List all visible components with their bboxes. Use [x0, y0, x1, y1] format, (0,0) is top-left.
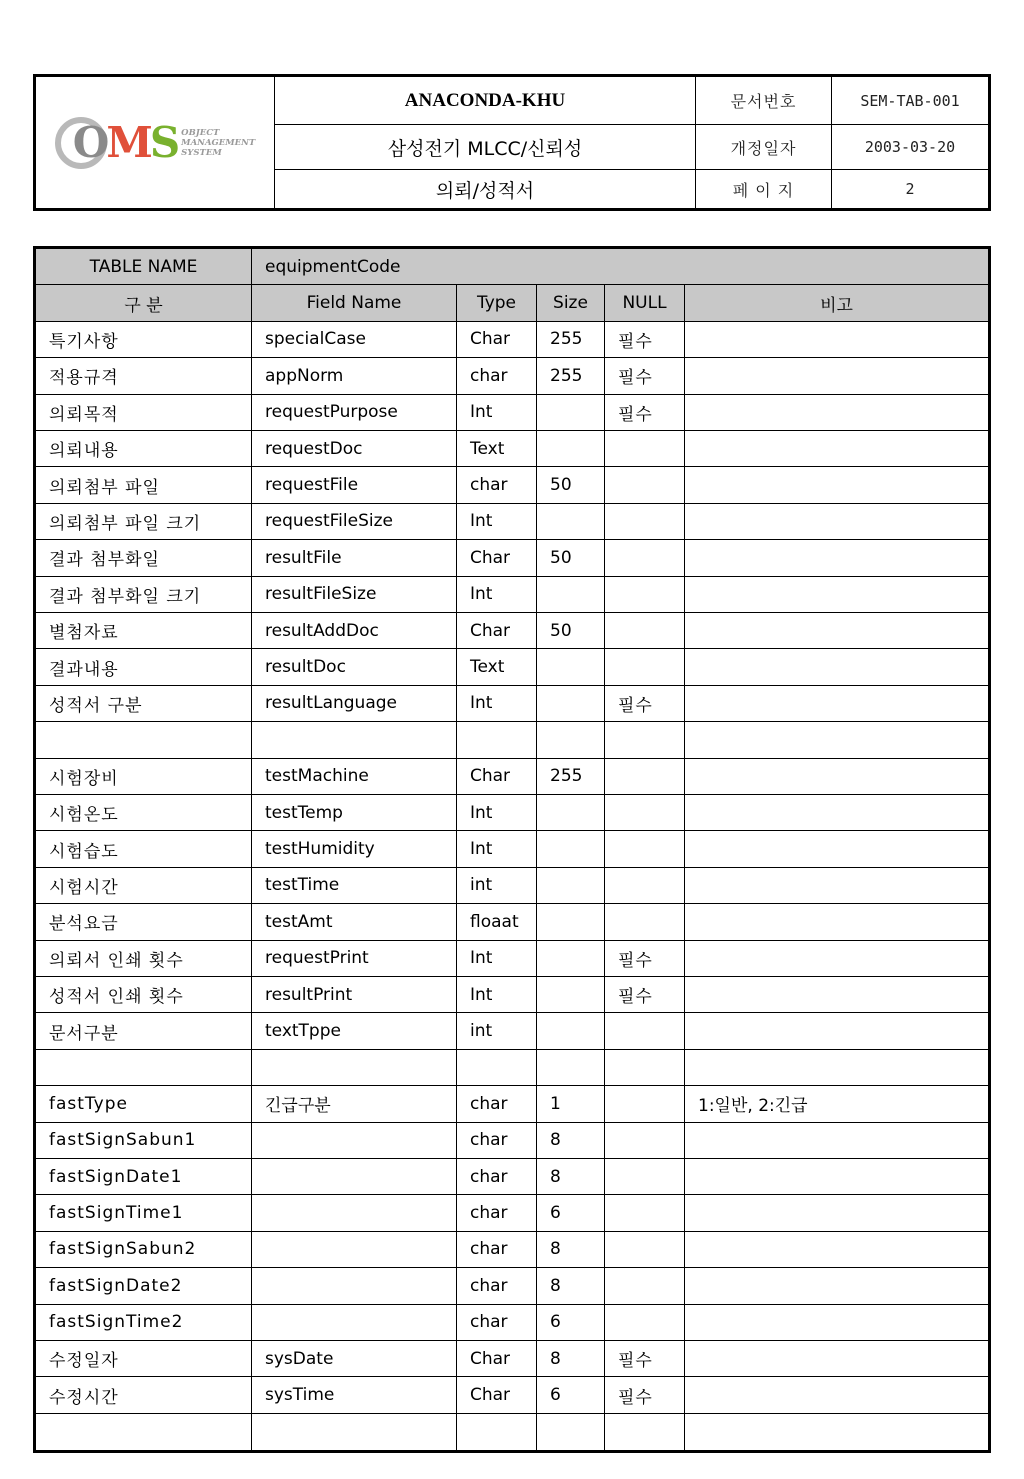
cell-null — [605, 649, 685, 684]
cell-size — [537, 904, 605, 939]
cell-field-name — [252, 1123, 457, 1158]
table-row — [36, 1377, 988, 1413]
cell-null — [605, 1305, 685, 1340]
cell-type: char — [457, 1268, 537, 1303]
cell-remarks — [685, 1232, 988, 1267]
cell-type: Char — [457, 759, 537, 794]
cell-field-name — [252, 1050, 457, 1085]
cell-null: 필수 — [605, 1341, 685, 1376]
cell-size: 50 — [537, 540, 605, 575]
cell-size: 50 — [537, 613, 605, 648]
cell-remarks — [685, 1341, 988, 1376]
cell-field-name: textTppe — [252, 1013, 457, 1048]
cell-type — [457, 722, 537, 757]
cell-remarks — [685, 1268, 988, 1303]
cell-category: 별첨자료 — [36, 613, 252, 648]
cell-type: Char — [457, 322, 537, 357]
cell-remarks — [685, 395, 988, 430]
cell-null — [605, 831, 685, 866]
cell-type: char — [457, 1232, 537, 1267]
rev-date-value: 2003-03-20 — [832, 125, 988, 170]
cell-size — [537, 395, 605, 430]
cell-type: Int — [457, 504, 537, 539]
cell-null — [605, 1123, 685, 1158]
table-row — [36, 1232, 988, 1268]
cell-remarks — [685, 322, 988, 357]
cell-size: 8 — [537, 1159, 605, 1194]
col-header-field-name: Field Name — [252, 285, 457, 320]
cell-category: 시험장비 — [36, 759, 252, 794]
cell-field-name: testAmt — [252, 904, 457, 939]
cell-remarks — [685, 431, 988, 466]
cell-size: 6 — [537, 1377, 605, 1412]
cell-category: 의뢰내용 — [36, 431, 252, 466]
col-header-type: Type — [457, 285, 537, 320]
cell-field-name: sysTime — [252, 1377, 457, 1412]
cell-category: 의뢰첨부 파일 — [36, 467, 252, 502]
table-row — [36, 686, 988, 722]
cell-type: Int — [457, 577, 537, 612]
cell-category: 적용규격 — [36, 358, 252, 393]
cell-field-name: resultLanguage — [252, 686, 457, 721]
cell-category: fastType — [36, 1086, 252, 1121]
cell-field-name: requestPrint — [252, 941, 457, 976]
cell-category: 문서구분 — [36, 1013, 252, 1048]
table-row — [36, 395, 988, 431]
cell-null — [605, 504, 685, 539]
cell-field-name — [252, 1159, 457, 1194]
cell-category: 시험온도 — [36, 795, 252, 830]
cell-field-name: 긴급구분 — [252, 1086, 457, 1121]
cell-size — [537, 831, 605, 866]
table-row — [36, 504, 988, 540]
table-row — [36, 577, 988, 613]
cell-type: char — [457, 1086, 537, 1121]
cell-category: fastSignDate1 — [36, 1159, 252, 1194]
cell-category: 시험시간 — [36, 868, 252, 903]
table-row — [36, 613, 988, 649]
cell-category: 수정시간 — [36, 1377, 252, 1412]
cell-size — [537, 977, 605, 1012]
cell-remarks — [685, 795, 988, 830]
cell-size — [537, 431, 605, 466]
table-row — [36, 722, 988, 758]
cell-size — [537, 868, 605, 903]
cell-null — [605, 904, 685, 939]
cell-remarks — [685, 577, 988, 612]
page-label: 페 이 지 — [696, 170, 832, 208]
cell-field-name: resultDoc — [252, 649, 457, 684]
cell-null — [605, 431, 685, 466]
cell-type: Int — [457, 395, 537, 430]
cell-field-name: resultPrint — [252, 977, 457, 1012]
cell-field-name: resultFileSize — [252, 577, 457, 612]
cell-null — [605, 1414, 685, 1450]
cell-remarks — [685, 1414, 988, 1450]
cell-field-name: resultFile — [252, 540, 457, 575]
cell-size — [537, 1050, 605, 1085]
cell-remarks — [685, 868, 988, 903]
table-row — [36, 904, 988, 940]
table-row — [36, 540, 988, 576]
cell-category — [36, 722, 252, 757]
cell-type — [457, 1414, 537, 1450]
cell-null — [605, 1159, 685, 1194]
cell-category: fastSignSabun1 — [36, 1123, 252, 1158]
cell-size: 255 — [537, 358, 605, 393]
table-row — [36, 941, 988, 977]
cell-null — [605, 722, 685, 757]
cell-size — [537, 722, 605, 757]
cell-null — [605, 1013, 685, 1048]
cell-remarks — [685, 1123, 988, 1158]
cell-field-name: requestPurpose — [252, 395, 457, 430]
cell-size: 8 — [537, 1123, 605, 1158]
table-row — [36, 1341, 988, 1377]
cell-field-name: requestFile — [252, 467, 457, 502]
cell-field-name: appNorm — [252, 358, 457, 393]
cell-type: char — [457, 467, 537, 502]
cell-category: 시험습도 — [36, 831, 252, 866]
cell-field-name — [252, 1305, 457, 1340]
table-name-label: TABLE NAME — [36, 249, 252, 284]
cell-field-name — [252, 1414, 457, 1450]
table-row — [36, 649, 988, 685]
cell-type: floaat — [457, 904, 537, 939]
cell-type: int — [457, 1013, 537, 1048]
cell-field-name: testMachine — [252, 759, 457, 794]
cell-field-name: testTemp — [252, 795, 457, 830]
cell-category: 성적서 인쇄 횟수 — [36, 977, 252, 1012]
cell-field-name: sysDate — [252, 1341, 457, 1376]
table-row — [36, 1123, 988, 1159]
cell-category: 특기사항 — [36, 322, 252, 357]
table-row — [36, 1414, 988, 1450]
col-header-null: NULL — [605, 285, 685, 320]
cell-field-name — [252, 1268, 457, 1303]
rev-date-label: 개정일자 — [696, 125, 832, 170]
document-header — [33, 74, 991, 211]
cell-category: fastSignTime2 — [36, 1305, 252, 1340]
cell-remarks — [685, 686, 988, 721]
page-value: 2 — [905, 180, 915, 198]
cell-null: 필수 — [605, 322, 685, 357]
cell-remarks: 1:일반, 2:긴급 — [698, 1096, 808, 1117]
cell-size: 6 — [537, 1305, 605, 1340]
table-row — [36, 358, 988, 394]
table-row — [36, 1268, 988, 1304]
doc-title: 의뢰/성적서 — [275, 170, 696, 208]
cell-field-name: specialCase — [252, 322, 457, 357]
cell-remarks — [685, 1195, 988, 1230]
table-row — [36, 1159, 988, 1195]
cell-category: 분석요금 — [36, 904, 252, 939]
table-row — [36, 1195, 988, 1231]
cell-type: char — [457, 1123, 537, 1158]
table-row — [36, 431, 988, 467]
cell-type: Int — [457, 795, 537, 830]
cell-field-name: requestDoc — [252, 431, 457, 466]
table-row — [36, 467, 988, 503]
cell-size — [537, 1013, 605, 1048]
cell-field-name — [252, 722, 457, 757]
cell-category: 성적서 구분 — [36, 686, 252, 721]
cell-field-name: resultAddDoc — [252, 613, 457, 648]
cell-remarks — [685, 467, 988, 502]
cell-category: 결과내용 — [36, 649, 252, 684]
cell-type: Char — [457, 1377, 537, 1412]
doc-no-label: 문서번호 — [696, 77, 832, 125]
cell-type: Text — [457, 649, 537, 684]
cell-type: char — [457, 1195, 537, 1230]
table-row — [36, 1305, 988, 1341]
cell-category: fastSignSabun2 — [36, 1232, 252, 1267]
cell-remarks — [685, 358, 988, 393]
cell-null: 필수 — [605, 1377, 685, 1412]
project-name: ANACONDA-KHU — [275, 77, 696, 125]
cell-category: 결과 첨부화일 — [36, 540, 252, 575]
cell-remarks — [685, 722, 988, 757]
cell-remarks — [685, 759, 988, 794]
cell-size — [537, 1414, 605, 1450]
cell-remarks — [685, 1050, 988, 1085]
cell-null — [605, 1050, 685, 1085]
cell-null — [605, 540, 685, 575]
table-row — [36, 795, 988, 831]
table-row — [36, 1050, 988, 1086]
cell-null — [605, 868, 685, 903]
cell-null — [605, 577, 685, 612]
cell-null: 필수 — [605, 395, 685, 430]
table-row — [36, 868, 988, 904]
cell-remarks — [685, 977, 988, 1012]
cell-null — [605, 1268, 685, 1303]
cell-type: int — [457, 868, 537, 903]
cell-field-name — [252, 1195, 457, 1230]
cell-null — [605, 467, 685, 502]
cell-size: 255 — [537, 759, 605, 794]
col-header-category: 구 분 — [36, 285, 252, 320]
cell-type: Int — [457, 941, 537, 976]
cell-size — [537, 504, 605, 539]
table-row — [36, 759, 988, 795]
cell-remarks — [685, 613, 988, 648]
cell-null — [605, 759, 685, 794]
table-row — [36, 1086, 988, 1122]
cell-type: Int — [457, 977, 537, 1012]
cell-type: char — [457, 1159, 537, 1194]
cell-category — [36, 1414, 252, 1450]
cell-size — [537, 795, 605, 830]
cell-size: 6 — [537, 1195, 605, 1230]
cell-size: 8 — [537, 1232, 605, 1267]
cell-remarks — [685, 1159, 988, 1194]
cell-remarks — [685, 504, 988, 539]
logo-cell — [36, 77, 275, 208]
cell-size: 8 — [537, 1268, 605, 1303]
cell-category: 의뢰서 인쇄 횟수 — [36, 941, 252, 976]
cell-type — [457, 1050, 537, 1085]
cell-field-name: requestFileSize — [252, 504, 457, 539]
cell-size: 50 — [537, 467, 605, 502]
field-table — [33, 246, 991, 1453]
logo-words: OBJECT MANAGEMENT SYSTEM — [181, 127, 256, 158]
doc-no-value: SEM-TAB-001 — [832, 77, 988, 125]
cell-null: 필수 — [605, 941, 685, 976]
cell-remarks — [685, 540, 988, 575]
cell-size — [537, 941, 605, 976]
cell-category — [36, 1050, 252, 1085]
cell-field-name: testHumidity — [252, 831, 457, 866]
cell-type: char — [457, 358, 537, 393]
cell-category: fastSignTime1 — [36, 1195, 252, 1230]
table-row — [36, 831, 988, 867]
cell-remarks — [685, 1013, 988, 1048]
cell-size: 8 — [537, 1341, 605, 1376]
cell-null: 필수 — [605, 358, 685, 393]
cell-remarks — [685, 831, 988, 866]
cell-type: Int — [457, 686, 537, 721]
oms-logo — [55, 117, 256, 169]
header-subtitle: 삼성전기 MLCC/신뢰성 — [275, 125, 696, 170]
cell-null — [605, 613, 685, 648]
cell-remarks — [685, 649, 988, 684]
column-header-row — [36, 285, 988, 321]
cell-null — [605, 1195, 685, 1230]
cell-category: 결과 첨부화일 크기 — [36, 577, 252, 612]
cell-null — [605, 1232, 685, 1267]
cell-null: 필수 — [605, 977, 685, 1012]
cell-type: Text — [457, 431, 537, 466]
cell-type: char — [457, 1305, 537, 1340]
cell-size — [537, 649, 605, 684]
cell-category: 의뢰목적 — [36, 395, 252, 430]
cell-type: Char — [457, 540, 537, 575]
cell-type: Char — [457, 1341, 537, 1376]
cell-size — [537, 577, 605, 612]
cell-size: 255 — [537, 322, 605, 357]
cell-category: fastSignDate2 — [36, 1268, 252, 1303]
cell-null — [605, 1086, 685, 1121]
table-name-value: equipmentCode — [265, 256, 401, 277]
table-row — [36, 1013, 988, 1049]
table-row — [36, 322, 988, 358]
cell-category: 의뢰첨부 파일 크기 — [36, 504, 252, 539]
cell-remarks — [685, 941, 988, 976]
col-header-size: Size — [537, 285, 605, 320]
cell-size — [537, 686, 605, 721]
cell-type: Char — [457, 613, 537, 648]
table-name-row — [36, 249, 988, 285]
cell-size: 1 — [537, 1086, 605, 1121]
col-header-remarks: 비고 — [820, 295, 853, 316]
cell-field-name: testTime — [252, 868, 457, 903]
cell-remarks — [685, 1305, 988, 1340]
cell-remarks — [685, 904, 988, 939]
cell-null: 필수 — [605, 686, 685, 721]
cell-null — [605, 795, 685, 830]
logo-letters: OMS — [72, 118, 178, 167]
cell-category: 수정일자 — [36, 1341, 252, 1376]
cell-type: Int — [457, 831, 537, 866]
table-row — [36, 977, 988, 1013]
cell-field-name — [252, 1232, 457, 1267]
cell-remarks — [685, 1377, 988, 1412]
